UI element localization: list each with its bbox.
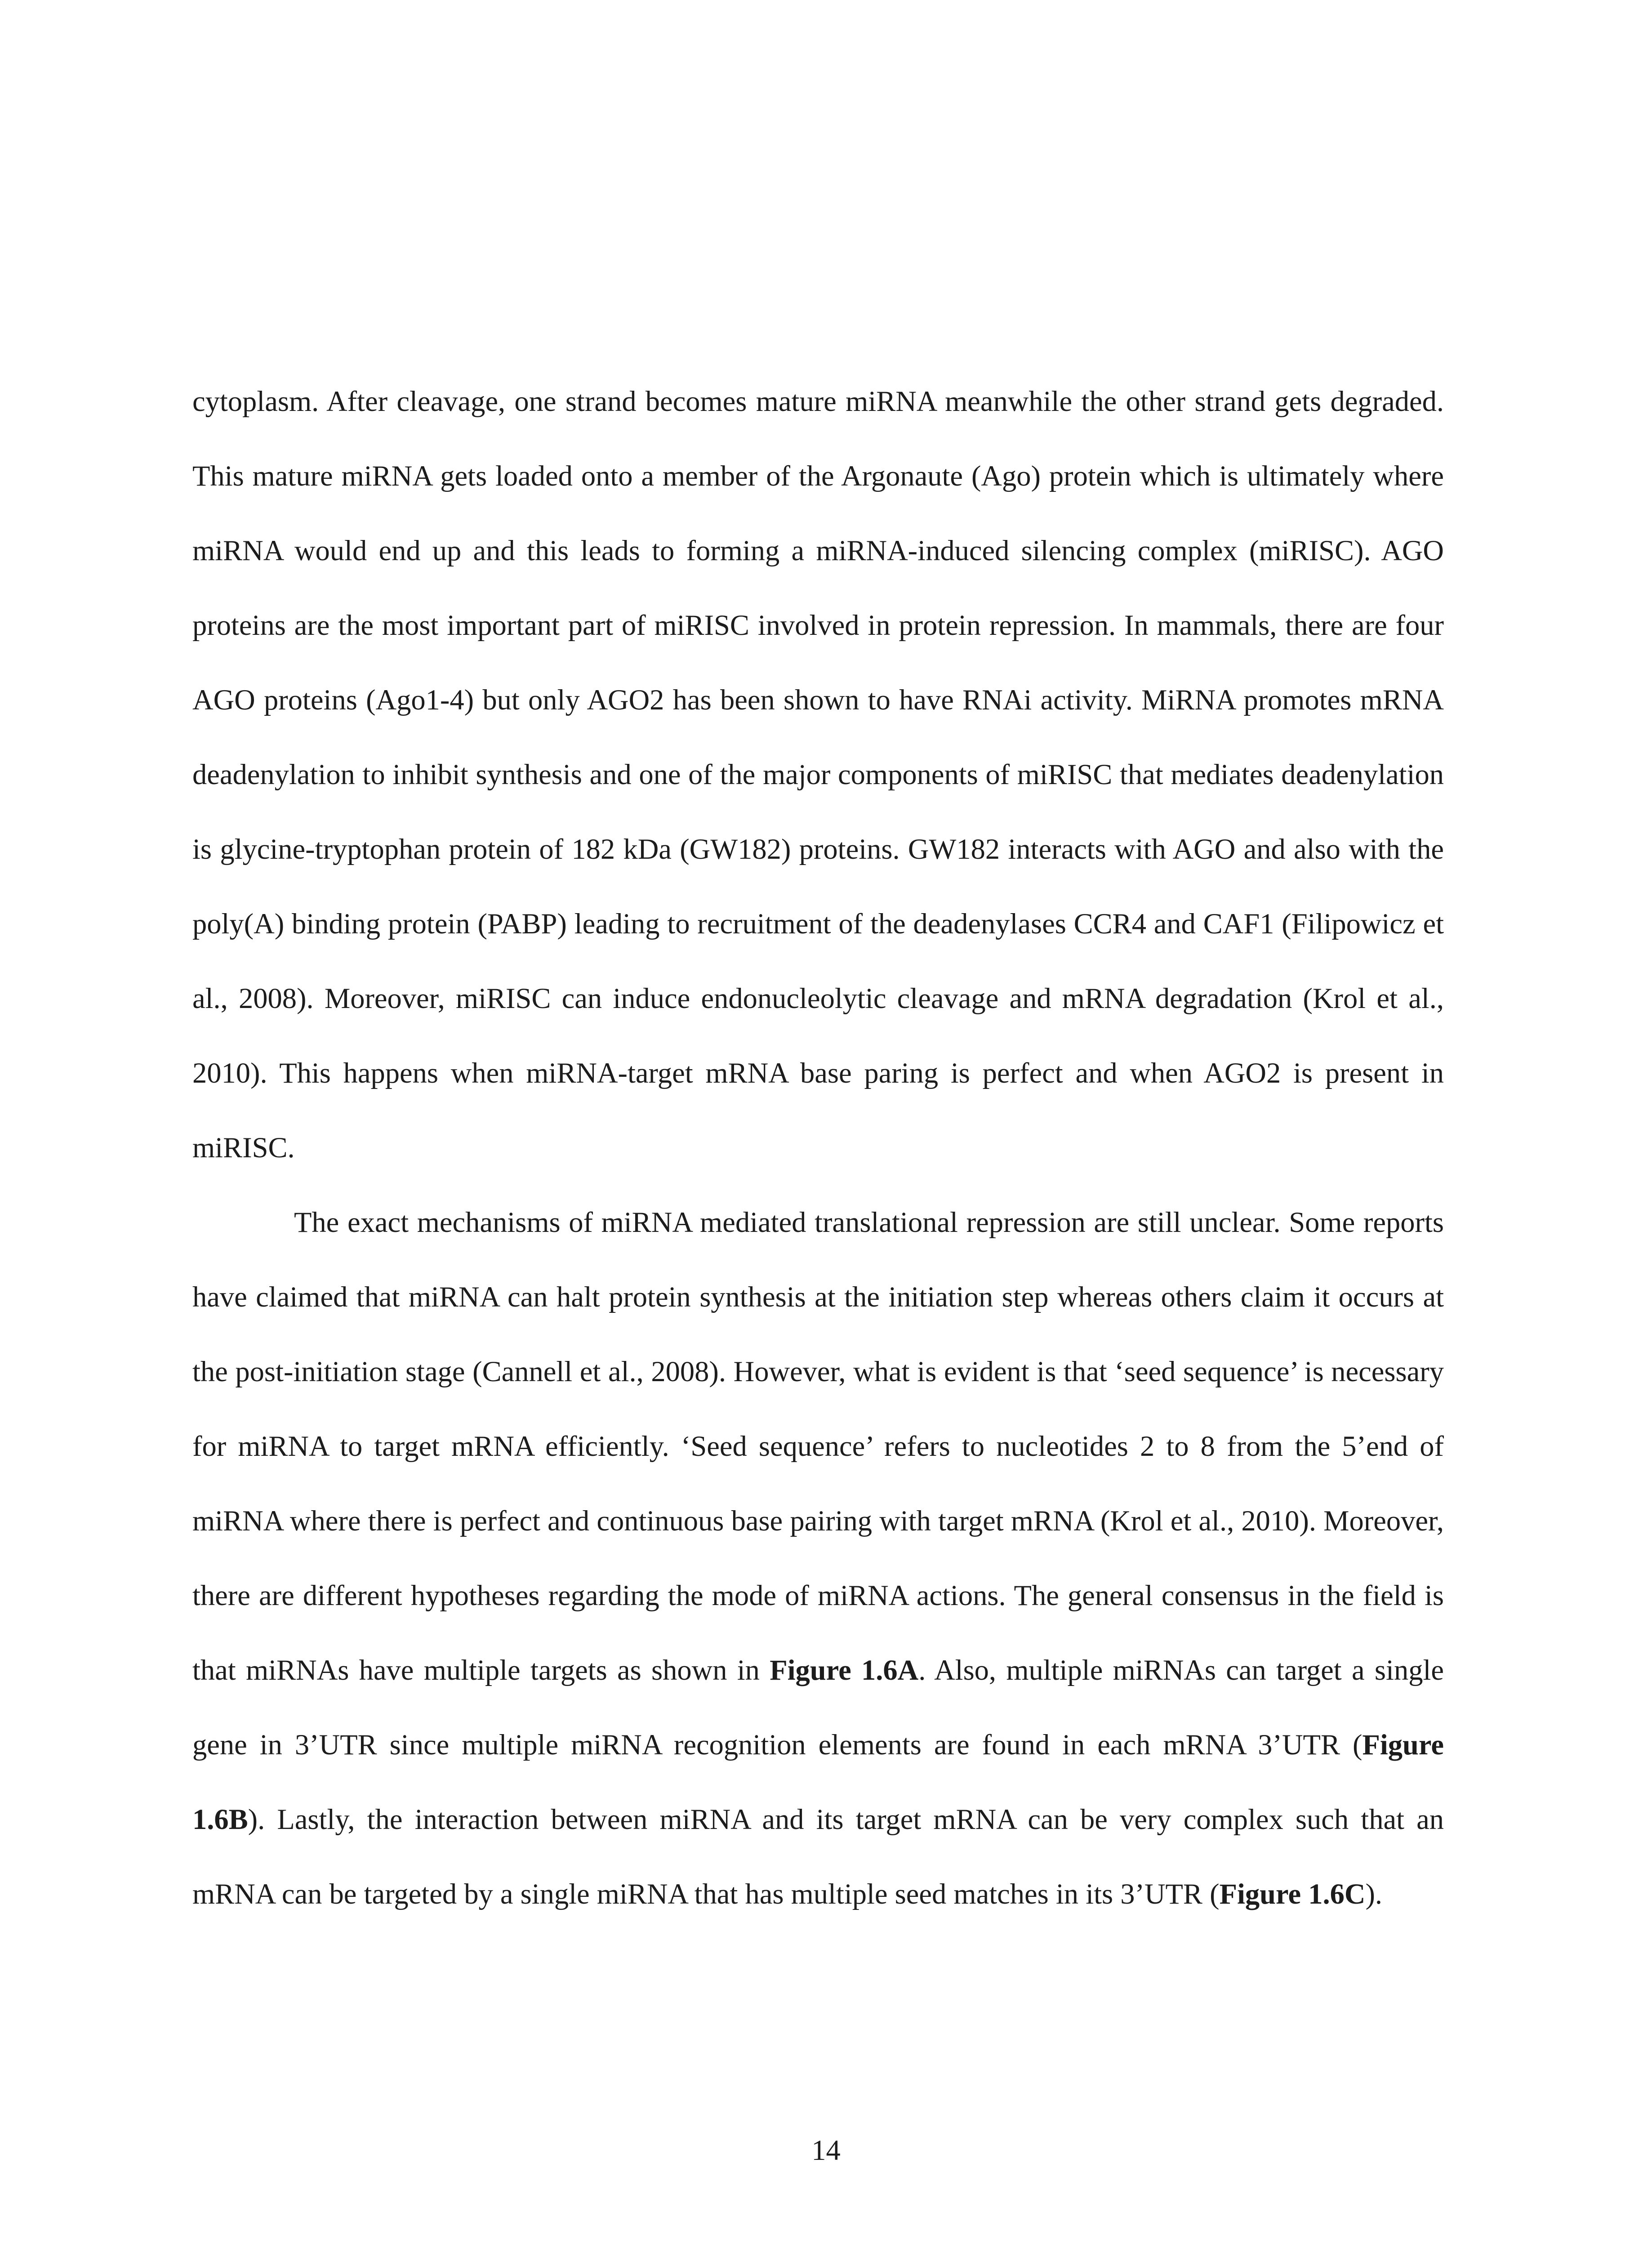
paragraph-2-text-4: ). [1365,1878,1383,1910]
paragraph-2-text-1: The exact mechanisms of miRNA mediated translational repression are still unclear. Some reports have claimed that miRNA can halt protein synthesis at the initiation step whereas others claim it occurs at the post-initiation stage (Cannell et al., 2008). However, what is evident is that ‘seed sequence’ is necessary for miRNA to target mRNA efficiently. ‘Seed sequence’ refers to nucleotides 2 to 8 from the 5’end of miRNA where there is perfect and continuous base pairing with target mRNA (Krol et al., 2010). Moreover, there are different hypotheses regarding the mode of miRNA actions. The general consensus in the field is that miRNAs have multiple targets as shown in [192,1206,1444,1686]
paragraph-2 [192,1185,1444,1931]
figure-ref-1-6a: Figure 1.6A [770,1654,919,1686]
body-text [192,364,1444,1931]
paragraph-1: cytoplasm. After cleavage, one strand becomes mature miRNA meanwhile the other strand gets degraded. This mature miRNA gets loaded onto a member of the Argonaute (Ago) protein which is ultimately where miRNA would end up and this leads to forming a miRNA-induced silencing complex (miRISC). AGO proteins are the most important part of miRISC involved in protein repression. In mammals, there are four AGO proteins (Ago1-4) but only AGO2 has been shown to have RNAi activity. MiRNA promotes mRNA deadenylation to inhibit synthesis and one of the major components of miRISC that mediates deadenylation is glycine-tryptophan protein of 182 kDa (GW182) proteins. GW182 interacts with AGO and also with the poly(A) binding protein (PABP) leading to recruitment of the deadenylases CCR4 and CAF1 (Filipowicz et al., 2008). Moreover, miRISC can induce endonucleolytic cleavage and mRNA degradation (Krol et al., 2010). This happens when miRNA-target mRNA base paring is perfect and when AGO2 is present in miRISC. [192,385,1444,1164]
figure-ref-1-6b: Figure 1.6B [192,1729,1444,1835]
paragraph-2-text-3: ). Lastly, the interaction between miRNA and its target mRNA can be very complex such that an mRNA can be targeted by a single miRNA that has multiple seed matches in its 3’UTR ( [192,1803,1444,1910]
page-number: 14 [811,2134,841,2166]
figure-ref-1-6c: Figure 1.6C [1219,1878,1366,1910]
paragraph-2-text-2: . Also, multiple miRNAs can target a single gene in 3’UTR since multiple miRNA recognition elements are found in each mRNA 3’UTR ( [192,1654,1444,1761]
